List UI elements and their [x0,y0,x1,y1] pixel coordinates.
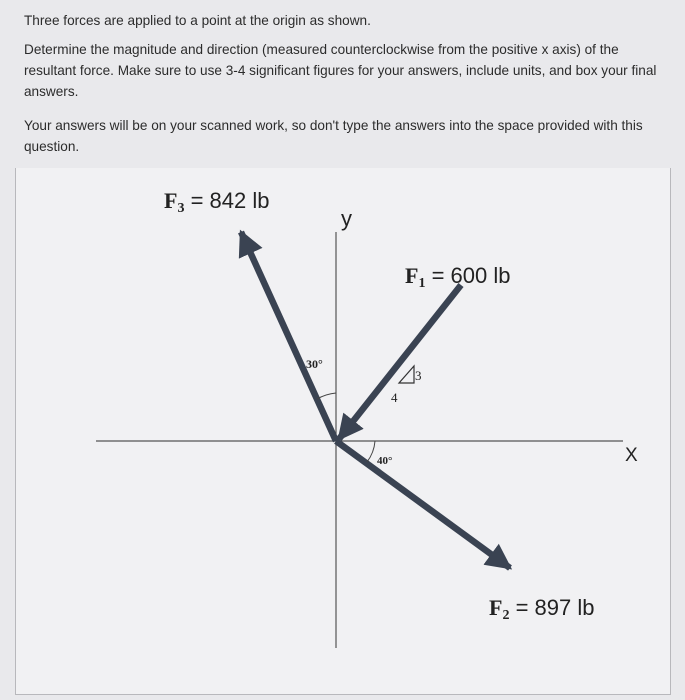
f3-value: = 842 lb [184,188,270,213]
f1-label [405,263,510,291]
angle-label-f3: 30° [306,357,323,371]
f3-label [164,188,269,216]
force-diagram [15,168,671,695]
f1-symbol: F [405,263,419,288]
f1-subscript: 1 [418,276,426,291]
f1-vector [339,285,461,439]
slope-rise-label: 3 [415,368,422,383]
question-line-3: Your answers will be on your scanned work, so don't type the answers into the space provided with this question. [24,118,643,154]
x-axis-label: X [625,445,638,466]
f3-subscript: 3 [177,201,185,216]
question-text [24,10,674,165]
force-diagram-svg [16,168,670,694]
angle-label-f2: 40° [377,455,393,467]
f2-symbol: F [489,595,503,620]
angle-arc-f2 [367,441,375,462]
f2-subscript: 2 [502,608,510,623]
y-axis-label: y [341,206,352,231]
f2-vector [336,441,510,568]
f1-value: = 600 lb [425,263,511,288]
f2-value: = 897 lb [509,595,595,620]
f3-symbol: F [164,188,178,213]
question-line-1: Three forces are applied to a point at the origin as shown. [24,13,371,28]
slope-triangle [399,366,414,383]
f3-vector [241,232,336,441]
slope-run-label: 4 [391,390,398,405]
f2-label [489,595,594,623]
question-line-2: Determine the magnitude and direction (measured counterclockwise from the positive x axis) of the resultant force. Make sure to use 3-4 significant figures for your answers, include units, and box your final answers. [24,42,657,99]
